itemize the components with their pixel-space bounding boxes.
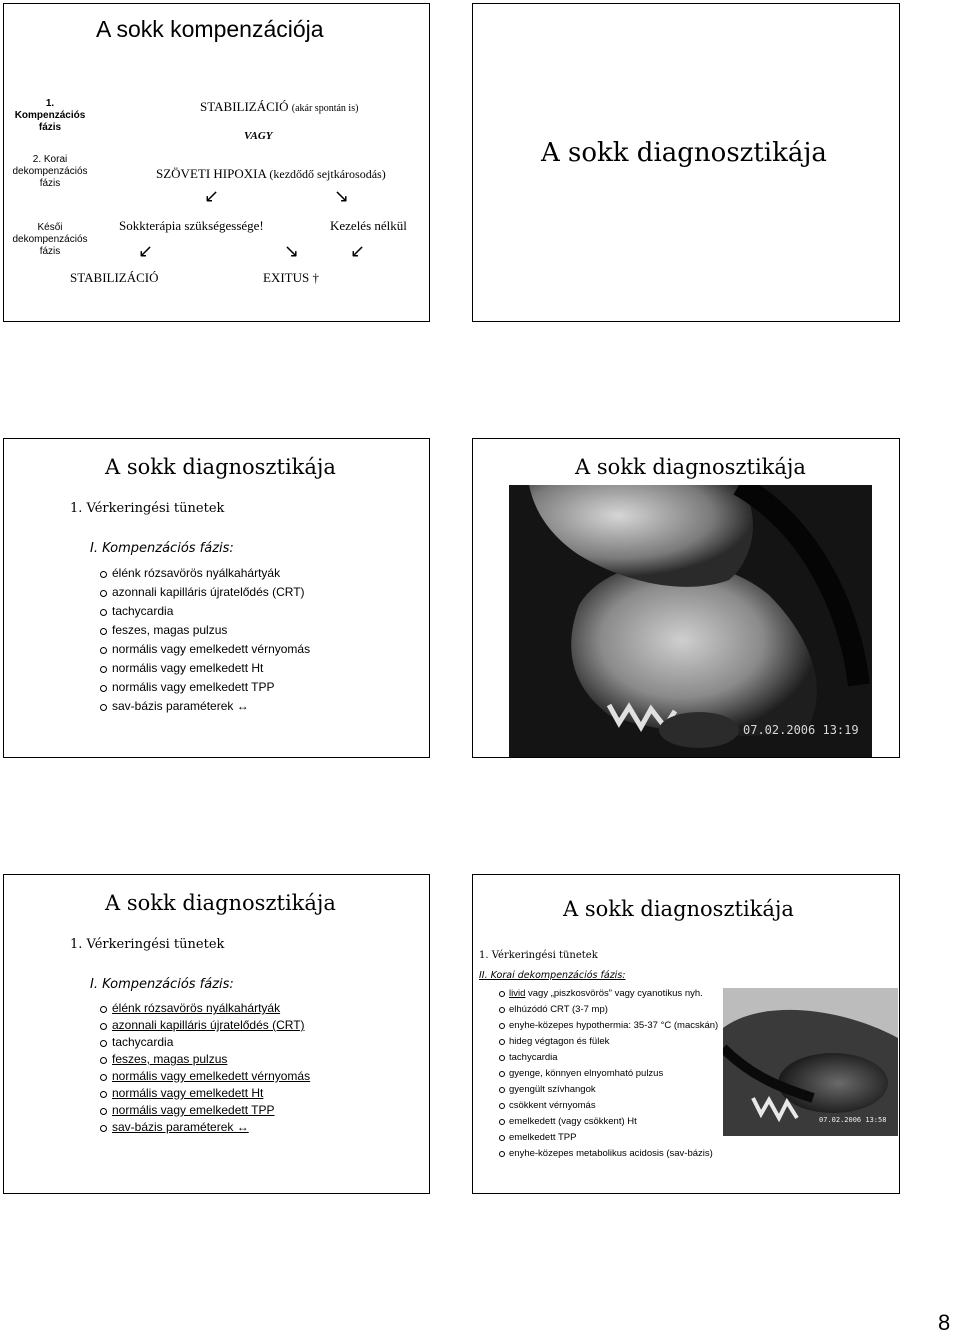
- exitus-result: EXITUS †: [263, 270, 319, 285]
- mucous-membrane-photo: [509, 485, 872, 757]
- list-item: tachycardia: [509, 1052, 558, 1063]
- list-item: livid vagy „piszkosvörös” vagy cyanotikus nyh.: [509, 988, 703, 999]
- livid-keyword: livid: [509, 988, 526, 999]
- page-number: 8: [938, 1310, 951, 1335]
- mucous-membrane-photo: [723, 988, 898, 1136]
- list-item: emelkedett (vagy csökkent) Ht: [509, 1116, 637, 1127]
- slide-subtitle: 1. Vérkeringési tünetek: [479, 950, 598, 961]
- slide-title: A sokk diagnosztikája: [575, 455, 806, 479]
- list-item: tachycardia: [112, 1035, 174, 1049]
- list-item: azonnali kapilláris újratelődés (CRT): [112, 1018, 305, 1032]
- slide-shock-compensation: [3, 3, 430, 322]
- list-item: normális vagy emelkedett Ht: [112, 661, 264, 675]
- slide-title: A sokk diagnosztikája: [563, 897, 794, 921]
- list-item: elhúzódó CRT (3-7 mp): [509, 1004, 608, 1015]
- phase-heading: I. Kompenzációs fázis:: [90, 977, 234, 992]
- slide-mucosa-photo: [472, 438, 900, 758]
- slide-title: A sokk diagnosztikája: [105, 455, 336, 479]
- list-item: élénk rózsavörös nyálkahártyák: [112, 566, 281, 580]
- stabilization-text: STABILIZÁCIÓ: [200, 99, 289, 114]
- photo-timestamp: 07.02.2006 13:19: [743, 723, 859, 737]
- stabilization-note: (akár spontán is): [291, 103, 359, 114]
- stabilization-line: [200, 99, 358, 115]
- list-item: tachycardia: [112, 604, 174, 618]
- slide-subtitle: 1. Vérkeringési tünetek: [70, 937, 225, 952]
- list-item: csökkent vérnyomás: [509, 1100, 596, 1111]
- arrow-down-left-icon: ↙: [204, 186, 220, 207]
- arrow-down-right-icon: ↘: [334, 186, 350, 207]
- photo-timestamp: 07.02.2006 13:58: [819, 1116, 887, 1124]
- list-item: enyhe-közepes hypothermia: 35-37 °C (macskán): [509, 1020, 719, 1031]
- slide-early-decompensation: [472, 874, 900, 1194]
- phase-label-2: 2. Korai dekompenzációs fázis: [12, 154, 88, 189]
- arrow-down-left-icon: ↙: [138, 241, 154, 262]
- phase-label-3: Késői dekompenzációs fázis: [12, 222, 88, 257]
- slide-title: A sokk diagnosztikája: [105, 891, 336, 915]
- list-item: feszes, magas pulzus: [112, 623, 228, 637]
- list-item: gyenge, könnyen elnyomható pulzus: [509, 1068, 664, 1079]
- no-treatment-text: Kezelés nélkül: [330, 218, 407, 233]
- list-item: feszes, magas pulzus: [112, 1052, 228, 1066]
- list-item: normális vagy emelkedett vérnyomás: [112, 642, 311, 656]
- list-item: gyengült szívhangok: [509, 1084, 596, 1095]
- list-item: enyhe-közepes metabolikus acidosis (sav-bázis): [509, 1148, 713, 1159]
- slide-shock-diagnostics-title: [472, 3, 900, 322]
- slide-title: A sokk diagnosztikája: [541, 138, 827, 168]
- phase-label-1: 1. Kompenzációs fázis: [14, 98, 86, 133]
- list-item: normális vagy emelkedett vérnyomás: [112, 1069, 311, 1083]
- slide-circulatory-symptoms: [3, 438, 430, 758]
- list-item: sav-bázis paraméterek ↔: [112, 1120, 249, 1134]
- phase-heading: I. Kompenzációs fázis:: [90, 541, 234, 556]
- list-item: normális vagy emelkedett Ht: [112, 1086, 264, 1100]
- list-item: azonnali kapilláris újratelődés (CRT): [112, 585, 305, 599]
- arrow-down-right-icon: ↘: [284, 241, 300, 262]
- list-item: emelkedett TPP: [509, 1132, 577, 1143]
- hypoxia-line: [156, 166, 386, 182]
- list-item: normális vagy emelkedett TPP: [112, 680, 275, 694]
- list-item: hideg végtagon és fülek: [509, 1036, 610, 1047]
- hypoxia-note: (kezdődő sejtkárosodás): [269, 167, 386, 181]
- arrow-down-left-icon: ↙: [350, 241, 366, 262]
- list-item: élénk rózsavörös nyálkahártyák: [112, 1001, 281, 1015]
- or-label: VAGY: [244, 130, 273, 142]
- list-item: normális vagy emelkedett TPP: [112, 1103, 275, 1117]
- hypoxia-text: SZÖVETI HIPOXIA: [156, 166, 267, 181]
- slide-circulatory-symptoms-underlined: [3, 874, 430, 1194]
- therapy-needed-text: Sokkterápia szükségessége!: [119, 218, 264, 233]
- phase-heading: II. Korai dekompenzációs fázis:: [479, 970, 626, 981]
- slide-subtitle: 1. Vérkeringési tünetek: [70, 501, 225, 516]
- stabilization-result: STABILIZÁCIÓ: [70, 270, 159, 285]
- slide-title: A sokk kompenzációja: [96, 16, 324, 42]
- list-item: sav-bázis paraméterek ↔: [112, 699, 249, 713]
